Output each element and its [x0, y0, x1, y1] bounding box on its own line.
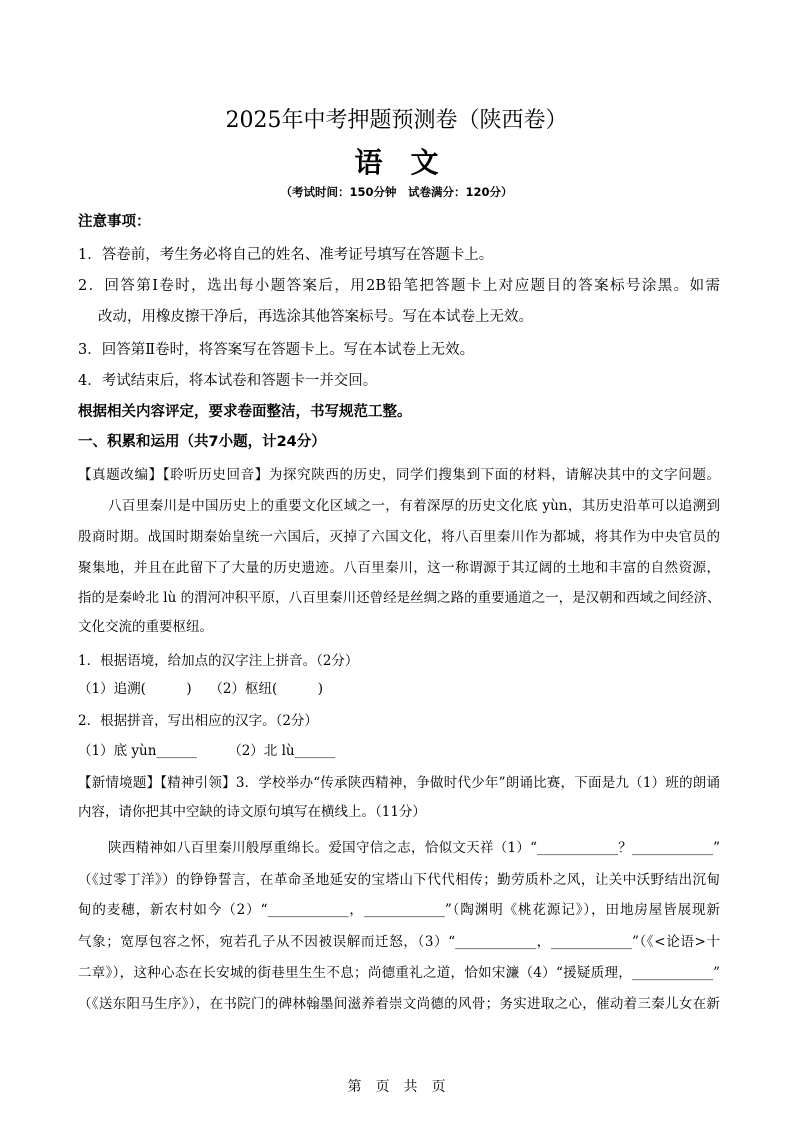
page-footer: 第 页 共 页: [347, 1079, 446, 1095]
passage-line: 八百里秦川是中国历史上的重要文化区域之一，有着深厚的历史文化底 yùn，其历史沿革可以追溯到: [108, 498, 720, 514]
exam-info: （考试时间：150分钟 试卷满分：120分）: [280, 185, 513, 199]
q1-item: （2）枢纽( ): [209, 681, 324, 697]
question-3: 内容，请你把其中空缺的诗文原句填写在横线上。（11分）: [78, 804, 426, 820]
note-item: 4．考试结束后，将本试卷和答题卡一并交回。: [78, 373, 378, 389]
q2-item: （1）底 yùn______: [78, 743, 197, 759]
q3-passage-line: （《送东阳马生序》），在书院门的碑林翰墨间滋养着崇文尚德的风骨；务实进取之心，催动着三秦儿女在新: [78, 996, 720, 1012]
question-2: 2．根据拼音，写出相应的汉字。（2分）: [78, 713, 318, 729]
question-1: 1．根据语境，给加点的汉字注上拼音。（2分）: [78, 653, 359, 669]
passage-line: 聚集地，并且在此留下了大量的历史遗迹。八百里秦川，这一称谓源于其辽阔的土地和丰富的自然资源，: [78, 560, 720, 576]
note-item: 3．回答第Ⅱ卷时，将答案写在答题卡上。写在本试卷上无效。: [78, 342, 475, 358]
q3-passage-line: 陕西精神如八百里秦川般厚重绵长。爱国守信之志，恰似文天祥（1）“____________？____________”: [108, 840, 720, 856]
exam-title: 2025年中考押题预测卷（陕西卷）: [225, 108, 568, 133]
section-heading: 一、积累和运用（共7小题，计24分）: [78, 434, 326, 450]
passage-line: 殷商时期。战国时期秦始皇统一六国后，灭掉了六国文化，将八百里秦川作为都城，将其作为中央官员的: [78, 529, 720, 545]
section-intro: 【真题改编】【聆听历史回音】为探究陕西的历史，同学们搜集到下面的材料，请解决其中的文字问题。: [78, 467, 720, 483]
q2-item: （2）北 lù______: [228, 743, 336, 759]
note-item: 改动，用橡皮擦干净后，再选涂其他答案标号。写在本试卷上无效。: [98, 309, 533, 325]
q3-passage-line: 甸的麦穗，新农村如今（2）“____________，____________”（陶渊明《桃花源记》），田地房屋皆展现新: [78, 902, 720, 918]
q3-passage-line: 二章》），这种心态在长安城的街巷里生生不息；尚德重礼之道，恰如宋濂（4）“援疑质理，____________”: [78, 965, 720, 981]
subject-title: 语 文: [354, 146, 439, 179]
q3-passage-line: 气象；宽厚包容之怀，宛若孔子从不因被误解而迁怒，（3）“____________，____________”（《<论语>十: [78, 934, 720, 950]
note-item: 2．回答第Ⅰ卷时，选出每小题答案后，用2B铅笔把答题卡上对应题目的答案标号涂黑。如需: [78, 278, 720, 294]
note-item: 1．答卷前，考生务必将自己的姓名、准考证号填写在答题卡上。: [78, 247, 494, 263]
question-2-items: [78, 741, 720, 761]
q3-passage-line: （《过零丁洋》）的铮铮誓言，在革命圣地延安的宝塔山下代代相传；勤劳质朴之风，让关中沃野结出沉甸: [78, 872, 720, 888]
question-1-items: [78, 679, 720, 699]
q1-item: （1）追溯( ): [78, 681, 192, 697]
question-3: 【新情境题】【精神引领】3．学校举办“传承陕西精神，争做时代少年”朗诵比赛，下面是九（1）班的朗诵: [78, 775, 720, 791]
notes-heading: 注意事项：: [78, 214, 151, 230]
notes-emphasis: 根据相关内容评定，要求卷面整洁，书写规范工整。: [78, 404, 412, 420]
passage-line: 指的是秦岭北 lù 的渭河冲积平原，八百里秦川还曾经是丝绸之路的重要通道之一，是汉朝和西域之间经济、: [78, 590, 721, 606]
passage-line: 文化交流的重要枢纽。: [78, 619, 213, 635]
